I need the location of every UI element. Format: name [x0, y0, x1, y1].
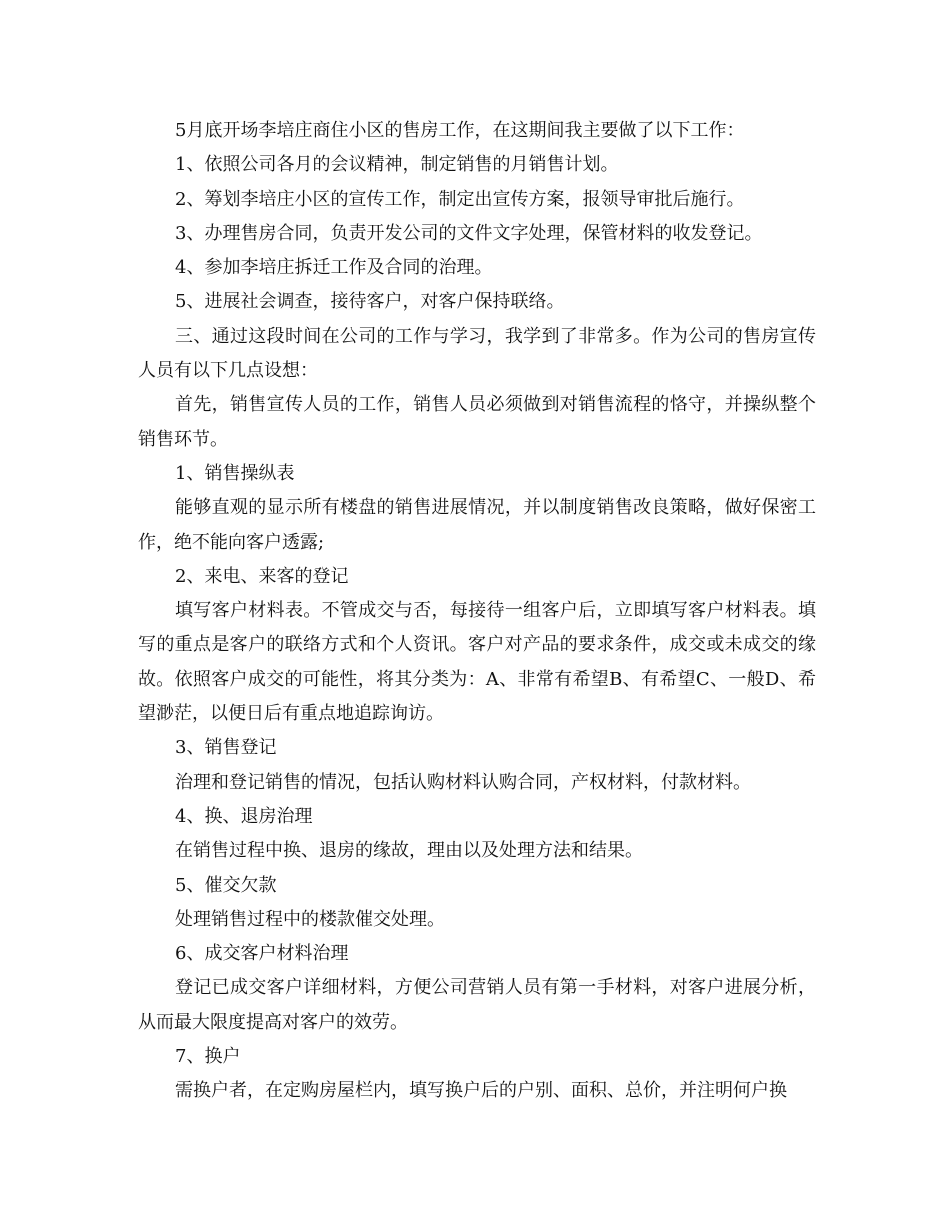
- paragraph: 需换户者，在定购房屋栏内，填写换户后的户别、面积、总价，并注明何户换: [175, 1080, 787, 1102]
- paragraph: 在销售过程中换、退房的缘故，理由以及处理方法和结果。: [175, 840, 643, 862]
- subheading: 2、来电、来客的登记: [175, 565, 349, 587]
- subheading: 6、成交客户材料治理: [175, 943, 349, 965]
- subheading: 7、换户: [175, 1046, 241, 1068]
- list-item: 5、进展社会调查，接待客户，对客户保持联络。: [175, 291, 565, 313]
- list-item: 4、参加李培庄拆迁工作及合同的治理。: [175, 257, 493, 279]
- subheading: 4、换、退房治理: [175, 805, 313, 827]
- subheading: 1、销售操纵表: [175, 462, 295, 484]
- subheading: 3、销售登记: [175, 737, 277, 759]
- section-heading: 三、通过这段时间在公司的工作与学习，我学到了非常多。作为公司的售房宣传人员有以下几点设想：: [138, 325, 816, 382]
- paragraph: 登记已成交客户详细材料，方便公司营销人员有第一手材料，对客户进展分析，从而最大限度提高对客户的效劳。: [138, 977, 816, 1033]
- list-item: 2、筹划李培庄小区的宣传工作，制定出宣传方案，报领导审批后施行。: [175, 188, 745, 210]
- paragraph: 治理和登记销售的情况，包括认购材料认购合同，产权材料，付款材料。: [175, 771, 751, 793]
- document-body: [138, 114, 816, 1109]
- list-item: 1、依照公司各月的会议精神，制定销售的月销售计划。: [175, 154, 619, 176]
- paragraph-intro: 5月底开场李培庄商住小区的售房工作，在这期间我主要做了以下工作：: [175, 120, 745, 141]
- subheading: 5、催交欠款: [175, 874, 277, 896]
- paragraph: 填写客户材料表。不管成交与否，每接待一组客户后，立即填写客户材料表。填写的重点是客户的联络方式和个人资讯。客户对产品的要求条件，成交或未成交的缘故。依照客户成交的可能性，将其分类为：A、非常有希望B、有希望C、一般D、希望渺茫，以便日后有重点地追踪询访。: [138, 600, 816, 725]
- paragraph: 能够直观的显示所有楼盘的销售进展情况，并以制度销售改良策略，做好保密工作，绝不能向客户透露;: [138, 497, 816, 553]
- list-item: 3、办理售房合同，负责开发公司的文件文字处理，保管材料的收发登记。: [175, 222, 763, 244]
- paragraph: 首先，销售宣传人员的工作，销售人员必须做到对销售流程的恪守，并操纵整个销售环节。: [138, 394, 816, 450]
- paragraph: 处理销售过程中的楼款催交处理。: [175, 908, 445, 930]
